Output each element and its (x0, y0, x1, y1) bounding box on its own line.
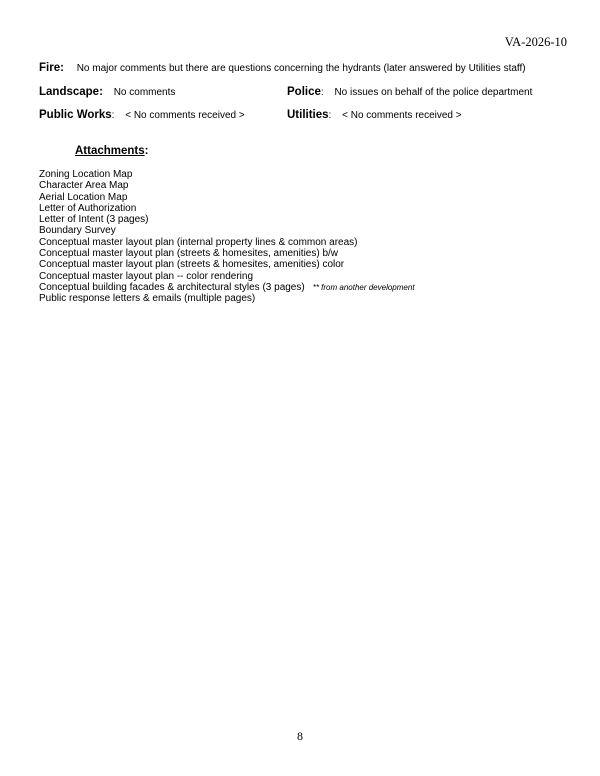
public-works-comment-text: < No comments received > (125, 110, 245, 121)
attachment-item (39, 192, 415, 203)
attachment-text: Character Area Map (39, 180, 129, 192)
attachment-item (39, 169, 415, 180)
police-comment-text: No issues on behalf of the police department (334, 87, 533, 98)
attachment-item (39, 214, 415, 225)
page-number: 8 (297, 729, 303, 743)
landscape-comment-row (39, 86, 175, 98)
utilities-label-colon: : (328, 110, 332, 121)
attachments-list (39, 169, 415, 305)
attachment-item (39, 248, 415, 259)
utilities-label: Utilities (287, 109, 329, 121)
attachment-text: Conceptual master layout plan (streets & homesites, amenities) b/w (39, 248, 339, 260)
utilities-comment-text: < No comments received > (342, 110, 462, 121)
attachment-text: Conceptual master layout plan (internal property lines & common areas) (39, 236, 358, 248)
attachments-heading-text: Attachments (75, 145, 145, 157)
police-comment-row (287, 86, 532, 98)
attachments-heading (75, 145, 149, 157)
landscape-comment-text: No comments (113, 87, 176, 98)
public-works-comment-row (39, 109, 245, 121)
attachment-text: Public response letters & emails (multiple pages) (39, 293, 256, 305)
attachment-item (39, 259, 415, 270)
attachment-text: Aerial Location Map (39, 191, 128, 203)
attachment-item (39, 237, 415, 248)
attachment-item (39, 282, 415, 293)
attachment-note: ** from another development (312, 282, 415, 292)
attachment-item (39, 293, 415, 304)
attachment-text: Letter of Intent (3 pages) (39, 214, 149, 226)
utilities-comment-row (287, 109, 462, 121)
attachment-text: Letter of Authorization (39, 202, 137, 214)
landscape-label: Landscape: (39, 86, 103, 98)
attachment-item (39, 271, 415, 282)
attachments-heading-colon: : (144, 145, 149, 157)
fire-comment-text: No major comments but there are questions concerning the hydrants (later answered by Utilities staff) (76, 63, 526, 74)
public-works-label: Public Works (39, 109, 112, 121)
public-works-label-colon: : (111, 110, 115, 121)
police-label: Police (287, 86, 321, 98)
fire-comment-row (39, 62, 526, 74)
attachment-item (39, 203, 415, 214)
police-label-colon: : (320, 87, 324, 98)
case-number: VA-2026-10 (504, 35, 567, 49)
attachment-item (39, 225, 415, 236)
fire-label: Fire: (39, 62, 64, 74)
attachment-text: Conceptual master layout plan -- color rendering (39, 270, 253, 282)
attachment-item (39, 180, 415, 191)
attachment-text: Boundary Survey (39, 225, 116, 237)
attachment-text: Conceptual master layout plan (streets & homesites, amenities) color (39, 259, 345, 271)
attachment-text: Conceptual building facades & architectural styles (3 pages) (39, 281, 305, 293)
attachment-text: Zoning Location Map (39, 169, 133, 180)
